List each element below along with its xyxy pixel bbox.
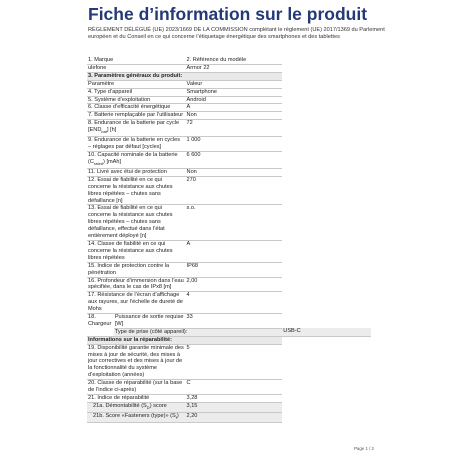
row-value xyxy=(186,80,283,88)
label-text: 12. Essai de fiabilité en ce qui concerne la résistance aux chutes libres répétées – chutes sans défaillance [n] xyxy=(88,176,173,204)
row-label xyxy=(87,240,186,262)
value-text: 4 xyxy=(186,292,190,299)
label-text: 15. Indice de protection contre la pénétration xyxy=(88,262,170,276)
value-text: 72 xyxy=(186,120,193,127)
value-text: Android xyxy=(186,96,206,103)
label-text: 10. Capacité nominale de la batterie (C xyxy=(88,151,178,165)
product-info-table xyxy=(87,57,371,423)
label-tail: ) [mAh] xyxy=(103,158,122,165)
label-text: 16. Profondeur d’immersion dans l’eau spécifiée, dans le cas de IPx8 [m] xyxy=(88,277,184,291)
label-text: 20. Classe de réparabilité (sur la base de l’indice ci-après) xyxy=(88,380,183,394)
label-text: 14. Classe de fiabilité en ce qui concerne la résistance aux chutes libres répétées xyxy=(88,240,173,261)
table-row xyxy=(87,104,371,112)
row-value xyxy=(186,412,283,422)
label-text: 9. Endurance de la batterie en cycles – réglages par défaut [cycles] xyxy=(88,137,181,151)
row-label xyxy=(87,292,186,314)
label-text: 8. Endurance de la batterie par cycle [END xyxy=(88,120,180,134)
row-value xyxy=(186,277,283,292)
row-label xyxy=(87,96,186,104)
value-text: Valeur xyxy=(186,80,203,87)
row-value xyxy=(186,402,283,412)
row-label xyxy=(87,168,186,176)
label-subscript: rated xyxy=(93,161,104,166)
value-text: IP68 xyxy=(186,262,199,269)
row-label xyxy=(87,112,186,120)
charger-value: 33 xyxy=(186,314,283,329)
table-row xyxy=(87,336,371,344)
label-text: 11. Livré avec étui de protection xyxy=(88,168,167,175)
table-row xyxy=(87,412,371,422)
row-label xyxy=(87,395,186,403)
row-value xyxy=(186,205,283,241)
row-value xyxy=(186,176,283,205)
charger-label: 18. Chargeur xyxy=(87,314,114,337)
row-label xyxy=(87,57,186,64)
table-row xyxy=(87,96,371,104)
label-subscript: bat xyxy=(101,129,107,135)
table-row xyxy=(87,395,371,403)
value-text: Smartphone xyxy=(186,88,218,95)
row-label xyxy=(87,344,186,380)
table-row xyxy=(87,64,371,72)
section-header: 3. Paramètres généraux du produit: xyxy=(87,72,282,80)
label-text: 5. Système d’exploitation xyxy=(88,96,151,103)
label-tail: ] [h] xyxy=(106,127,117,134)
label-text: 7. Batterie remplaçable par l’utilisateur xyxy=(88,112,184,119)
regulation-text: RÈGLEMENT DÉLÉGUÉ (UE) 2023/1669 DE LA COMMISSION complétant le règlement (UE) 2017/1369 du Parlement européen et du Conseil en ce qui concerne l’étiquetage énergétique des smartphones et des tablettes xyxy=(88,27,385,41)
row-label xyxy=(87,88,186,96)
row-value xyxy=(186,120,283,137)
row-value xyxy=(186,395,283,403)
table-row xyxy=(87,72,371,80)
table-row xyxy=(87,277,371,292)
value-text: 270 xyxy=(186,176,196,183)
row-label xyxy=(87,176,186,205)
value-text: 2,00 xyxy=(186,277,198,284)
row-value xyxy=(186,64,283,72)
label-text: 13. Essai de fiabilité en ce qui concerne la résistance aux chutes libres répétées – chutes sans défaillance, effectué dans l’état entièrement déployé [n] xyxy=(88,205,173,240)
row-label xyxy=(87,277,186,292)
row-label xyxy=(87,137,186,152)
row-label xyxy=(87,120,186,137)
label-subscript: D xyxy=(146,405,150,411)
value-text: 2,20 xyxy=(186,412,198,419)
table-row xyxy=(87,151,371,168)
value-text: Armor 22 xyxy=(186,64,210,71)
row-value xyxy=(186,88,283,96)
row-value xyxy=(186,96,283,104)
table-row xyxy=(87,88,371,96)
row-label xyxy=(87,64,186,72)
page-title: Fiche d’information sur le produit xyxy=(88,4,368,24)
label-tail: ) score xyxy=(149,402,167,409)
table-row xyxy=(87,292,371,314)
label-text: 19. Disponibilité garantie minimale des mises à jour de sécurité, des mises à jour correctives et des mises à jour de la fonctionnalité du système d’exploitation (années) xyxy=(88,344,184,379)
label-text: Paramètre xyxy=(88,80,115,87)
charger-value: USB-C xyxy=(282,328,371,336)
value-text: A xyxy=(186,104,191,111)
row-label xyxy=(87,412,186,422)
table-row xyxy=(87,120,371,137)
label-text: 21b. Score «Fasteners (type)» (S xyxy=(93,412,176,419)
charger-row xyxy=(87,314,371,329)
label-subscript: f xyxy=(175,415,177,421)
row-value xyxy=(186,240,283,262)
value-text: 5 xyxy=(186,344,190,351)
row-label xyxy=(87,151,186,168)
table-row xyxy=(87,402,371,412)
value-text: s.o. xyxy=(186,205,196,212)
table-row xyxy=(87,112,371,120)
value-text: 6 600 xyxy=(186,151,201,158)
value-text: Non xyxy=(186,112,197,119)
label-text: 6. Classe d’efficacité énergétique xyxy=(88,104,171,111)
charger-row xyxy=(87,328,371,336)
label-text: 21. Indice de réparabilité xyxy=(88,395,150,401)
label-tail: ) xyxy=(176,412,179,419)
value-text: 1 000 xyxy=(186,137,201,144)
table-row xyxy=(87,80,371,88)
row-value xyxy=(186,380,283,395)
value-text: 2. Référence du modèle xyxy=(186,57,247,63)
row-value xyxy=(186,57,283,64)
label-text: 4. Type d’appareil xyxy=(88,88,133,95)
row-label xyxy=(87,104,186,112)
table-row xyxy=(87,262,371,277)
row-value xyxy=(186,344,283,380)
charger-param: Puissance de sortie requise [W] xyxy=(114,314,184,327)
row-value xyxy=(186,151,283,168)
value-text: 3,28 xyxy=(186,395,198,401)
table-row xyxy=(87,176,371,205)
row-label xyxy=(87,80,186,88)
row-value xyxy=(186,112,283,120)
table-row xyxy=(87,137,371,152)
table-row xyxy=(87,168,371,176)
row-value xyxy=(186,168,283,176)
label-text: 17. Résistance de l’écran d’affichage aux rayures, sur l’échelle de dureté de Mohs xyxy=(88,292,183,313)
value-text: Non xyxy=(186,168,197,175)
value-text: A xyxy=(186,240,191,247)
row-value xyxy=(186,292,283,314)
label-text: 21a. Démontabilité (S xyxy=(93,402,147,409)
table-row xyxy=(87,205,371,241)
row-label xyxy=(87,262,186,277)
label-text: ulefone xyxy=(88,64,107,71)
row-label xyxy=(87,402,186,412)
value-text: 3,15 xyxy=(186,402,198,409)
table-row xyxy=(87,240,371,262)
row-label xyxy=(87,380,186,395)
page-number: Page 1 / 2 xyxy=(353,446,374,451)
row-value xyxy=(186,262,283,277)
row-value xyxy=(186,104,283,112)
label-text: 1. Marque xyxy=(88,57,114,63)
row-label xyxy=(87,205,186,241)
value-text: C xyxy=(186,380,191,387)
charger-param: Type de prise (côté appareil): xyxy=(114,328,282,336)
table-row xyxy=(87,380,371,395)
table-row xyxy=(87,57,371,64)
section-header: Informations sur la réparabilité: xyxy=(87,336,282,344)
table-row xyxy=(87,344,371,380)
row-value xyxy=(186,137,283,152)
